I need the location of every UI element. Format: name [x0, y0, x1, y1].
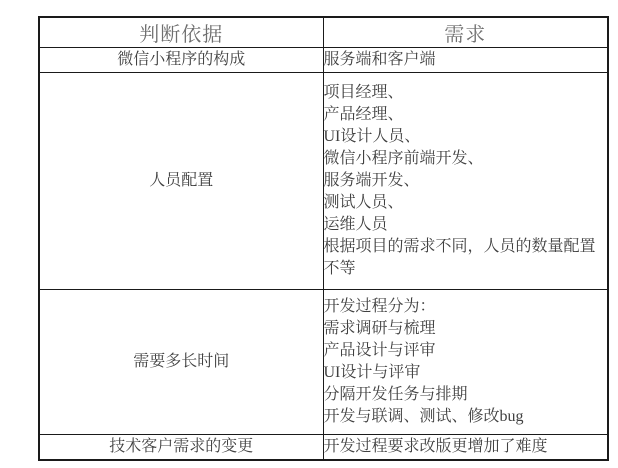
requirement-cell: [323, 73, 608, 290]
requirement-cell: [323, 290, 608, 435]
table-header-row: [39, 17, 608, 48]
requirement-cell: [323, 435, 608, 460]
table-row: [39, 48, 608, 73]
requirement-line: 根据项目的需求不同，人员的数量配置不等: [323, 238, 596, 277]
basis-cell: 人员配置: [39, 73, 323, 290]
table-row: [39, 73, 608, 290]
requirement-line: 服务端和客户端: [323, 51, 436, 68]
column-header-requirement: 需求: [323, 17, 608, 48]
requirement-line: 开发与联调、测试、修改bug: [323, 408, 524, 425]
requirement-line: 分隔开发任务与排期: [323, 386, 468, 403]
basis-cell: 微信小程序的构成: [39, 48, 323, 73]
requirement-line: 产品设计与评审: [323, 342, 436, 359]
requirement-line: 项目经理、: [323, 84, 404, 101]
requirement-line: UI设计与评审: [323, 364, 421, 381]
requirement-line: 测试人员、: [323, 194, 404, 211]
column-header-basis: 判断依据: [39, 17, 323, 48]
requirement-line: 开发过程要求改版更增加了难度: [323, 437, 548, 455]
basis-cell: 技术客户需求的变更: [39, 435, 323, 460]
requirement-line: 微信小程序前端开发、: [323, 150, 484, 167]
requirement-line: 产品经理、: [323, 106, 404, 123]
basis-cell: 需要多长时间: [39, 290, 323, 435]
requirement-line: 开发过程分为：: [323, 298, 436, 315]
requirements-table: [38, 16, 609, 461]
table-row: [39, 290, 608, 435]
requirement-line: UI设计人员、: [323, 128, 421, 145]
requirement-line: 需求调研与梳理: [323, 320, 436, 337]
requirement-cell: [323, 48, 608, 73]
table-row: [39, 435, 608, 460]
requirement-line: 服务端开发、: [323, 172, 420, 189]
requirement-line: 运维人员: [323, 216, 388, 233]
